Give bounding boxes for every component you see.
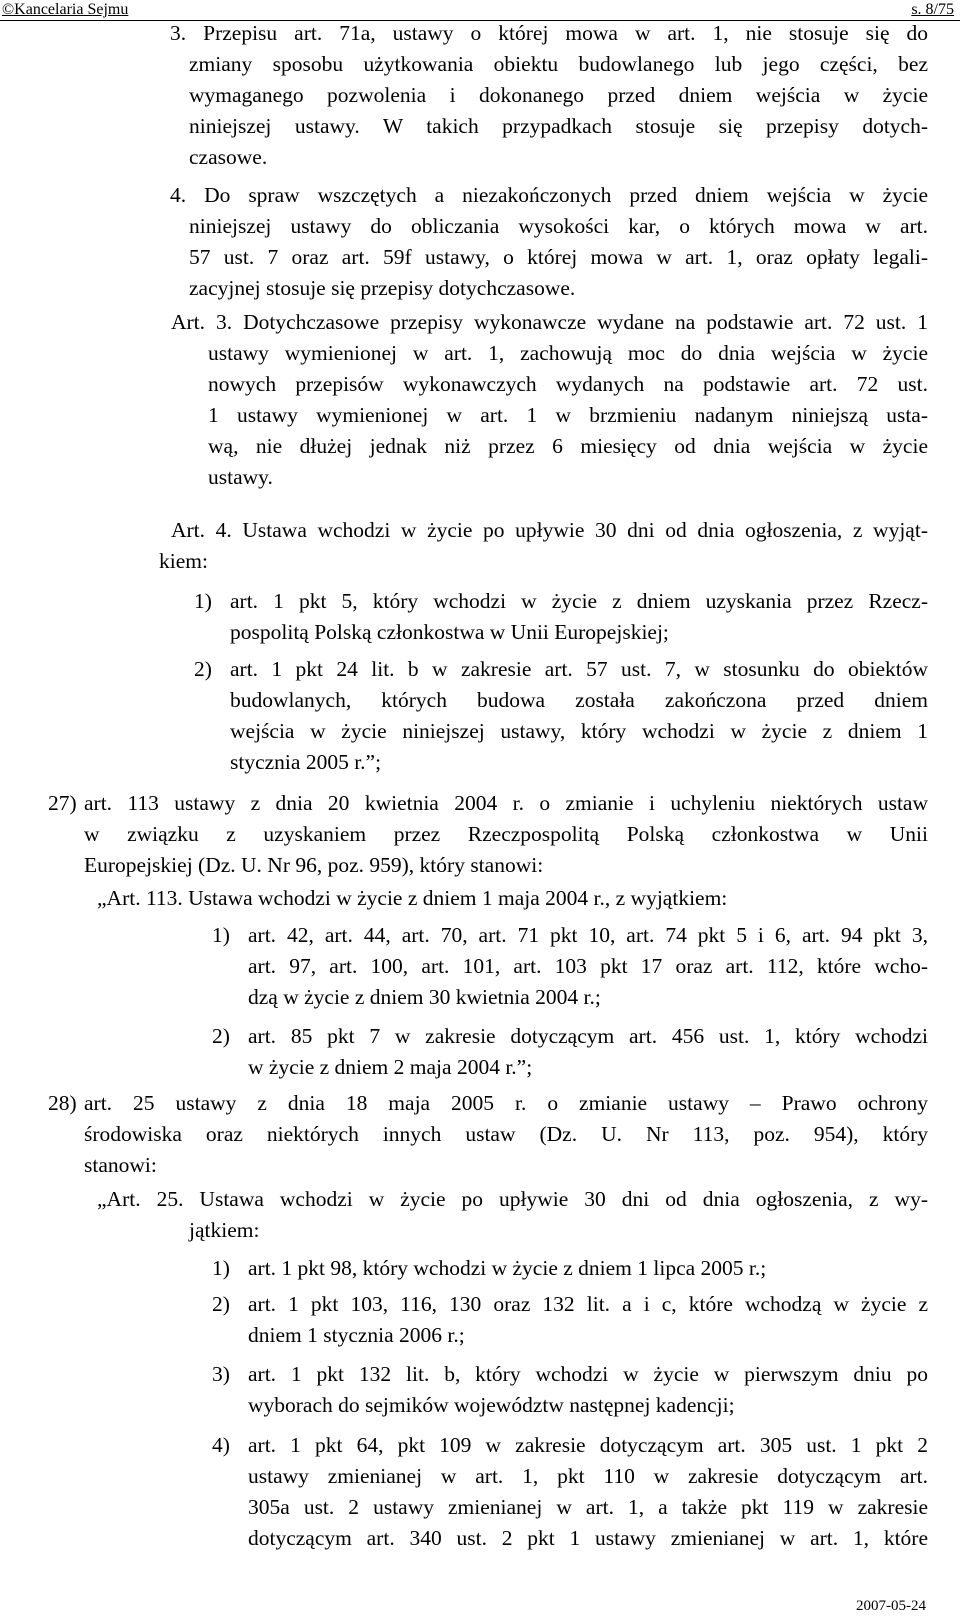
text-line: kiem: xyxy=(159,549,208,573)
text-line: jątkiem: xyxy=(189,1218,260,1242)
list-item xyxy=(248,1021,928,1083)
text-line: art. 1 pkt 64, pkt 109 w zakresie dotyczącym art. 305 ust. 1 pkt 2 xyxy=(248,1433,928,1457)
publisher-label: ©Kancelaria Sejmu xyxy=(2,1,129,18)
list-number: 1) xyxy=(194,589,212,613)
text-line: 1 ustawy wymienionej w art. 1 w brzmieniu nadanym niniejszą usta- xyxy=(208,403,928,427)
text-line: Europejskiej (Dz. U. Nr 96, poz. 959), który stanowi: xyxy=(84,853,544,877)
text-line: art. 85 pkt 7 w zakresie dotyczącym art. 456 ust. 1, który wchodzi xyxy=(248,1024,928,1048)
text-line: Art. 4. Ustawa wchodzi w życie po upływie 30 dni od dnia ogłoszenia, z wyjąt- xyxy=(171,518,928,542)
footer-date: 2007-05-24 xyxy=(856,1598,926,1614)
list-number: 2) xyxy=(212,1024,230,1048)
list-item xyxy=(84,788,928,881)
paragraph-art-3 xyxy=(171,307,928,338)
list-item xyxy=(248,920,928,1013)
list-item xyxy=(84,1088,928,1181)
text-line: art. 113 ustawy z dnia 20 kwietnia 2004 r. o zmianie i uchyleniu niektórych ustaw xyxy=(84,791,928,815)
text-line: wą, nie dłużej jednak niż przez 6 miesięcy od dnia wejścia w życie xyxy=(208,434,928,458)
paragraph-art-4-cont xyxy=(159,546,928,577)
paragraph-art-4 xyxy=(171,515,928,546)
text-line: czasowe. xyxy=(189,145,268,169)
text-line: 3. Przepisu art. 71a, ustawy o której mowa w art. 1, nie stosuje się do xyxy=(170,21,928,45)
list-item xyxy=(248,1359,928,1421)
text-line: w związku z uzyskaniem przez Rzeczpospolitą Polską członkostwa w Unii xyxy=(84,822,928,846)
list-number: 2) xyxy=(194,657,212,681)
text-line: art. 1 pkt 132 lit. b, który wchodzi w życie w pierwszym dniu po xyxy=(248,1362,928,1386)
text-line: niniejszej ustawy do obliczania wysokości kar, o których mowa w art. xyxy=(189,214,928,238)
text-line: 57 ust. 7 oraz art. 59f ustawy, o której mowa w art. 1, oraz opłaty legali- xyxy=(189,245,928,269)
text-line: dotyczącym art. 340 ust. 2 pkt 1 ustawy zmienianej w art. 1, które xyxy=(248,1526,928,1550)
paragraph-ust-3-cont xyxy=(189,49,928,173)
text-line: zmiany sposobu użytkowania obiektu budowlanego lub jego części, bez xyxy=(189,52,928,76)
text-line: niniejszej ustawy. W takich przypadkach stosuje się przepisy dotych- xyxy=(189,114,928,138)
text-line: nowych przepisów wykonawczych wydanych na podstawie art. 72 ust. xyxy=(208,372,928,396)
text-line: dniem 1 stycznia 2006 r.; xyxy=(248,1323,465,1347)
list-number: 4) xyxy=(212,1433,230,1457)
list-number: 1) xyxy=(212,1256,230,1280)
text-line: 4. Do spraw wszczętych a niezakończonych przed dniem wejścia w życie xyxy=(170,183,928,207)
quoted-article xyxy=(97,883,928,914)
text-line: art. 1 pkt 103, 116, 130 oraz 132 lit. a i c, które wchodzą w życie z xyxy=(248,1292,928,1316)
text-line: wejścia w życie niniejszej ustawy, który wchodzi w życie z dniem 1 xyxy=(230,719,928,743)
text-line: ustawy zmienianej w art. 1, pkt 110 w zakresie dotyczącym art. xyxy=(248,1464,928,1488)
quoted-article xyxy=(97,1184,928,1215)
text-line: art. 97, art. 100, art. 101, art. 103 pkt 17 oraz art. 112, które wcho- xyxy=(248,954,928,978)
text-line: 305a ust. 2 ustawy zmienianej w art. 1, a także pkt 119 w zakresie xyxy=(248,1495,928,1519)
paragraph-art-3-cont xyxy=(208,338,928,493)
quoted-article-cont xyxy=(189,1215,928,1246)
text-line: dzą w życie z dniem 30 kwietnia 2004 r.; xyxy=(248,985,601,1009)
text-line: art. 1 pkt 98, który wchodzi w życie z dniem 1 lipca 2005 r.; xyxy=(248,1256,767,1280)
list-item xyxy=(248,1253,928,1284)
text-line: art. 1 pkt 24 lit. b w zakresie art. 57 ust. 7, w stosunku do obiektów xyxy=(230,657,928,681)
text-line: w życie z dniem 2 maja 2004 r.”; xyxy=(248,1055,533,1079)
text-line: stanowi: xyxy=(84,1153,157,1177)
list-number: 27) xyxy=(48,791,77,815)
list-number: 2) xyxy=(212,1292,230,1316)
list-item xyxy=(230,586,928,648)
list-item xyxy=(248,1430,928,1554)
text-line: art. 25 ustawy z dnia 18 maja 2005 r. o zmianie ustawy – Prawo ochrony xyxy=(84,1091,928,1115)
text-line: Art. 3. Dotychczasowe przepisy wykonawcze wydane na podstawie art. 72 ust. 1 xyxy=(171,310,928,334)
paragraph-ust-4 xyxy=(170,180,928,211)
text-line: „Art. 25. Ustawa wchodzi w życie po upływie 30 dni od dnia ogłoszenia, z wy- xyxy=(97,1187,928,1211)
text-line: środowiska oraz niektórych innych ustaw (Dz. U. Nr 113, poz. 954), który xyxy=(84,1122,928,1146)
text-line: wymaganego pozwolenia i dokonanego przed dniem wejścia w życie xyxy=(189,83,928,107)
text-line: art. 42, art. 44, art. 70, art. 71 pkt 10, art. 74 pkt 5 i 6, art. 94 pkt 3, xyxy=(248,923,928,947)
text-line: zacyjnej stosuje się przepisy dotychczasowe. xyxy=(189,276,576,300)
text-line: ustawy. xyxy=(208,465,273,489)
text-line: pospolitą Polską członkostwa w Unii Europejskiej; xyxy=(230,620,669,644)
paragraph-ust-3 xyxy=(170,18,928,49)
text-line: wyborach do sejmików województw następnej kadencji; xyxy=(248,1393,735,1417)
paragraph-ust-4-cont xyxy=(189,211,928,304)
text-line: budowlanych, których budowa została zakończona przed dniem xyxy=(230,688,928,712)
text-line: art. 1 pkt 5, który wchodzi w życie z dniem uzyskania przez Rzecz- xyxy=(230,589,928,613)
text-line: „Art. 113. Ustawa wchodzi w życie z dniem 1 maja 2004 r., z wyjątkiem: xyxy=(97,886,728,910)
list-item xyxy=(230,654,928,778)
list-number: 3) xyxy=(212,1362,230,1386)
list-number: 28) xyxy=(48,1091,77,1115)
list-item xyxy=(248,1289,928,1351)
list-number: 1) xyxy=(212,923,230,947)
page-number: s. 8/75 xyxy=(911,1,954,18)
text-line: stycznia 2005 r.”; xyxy=(230,750,382,774)
text-line: ustawy wymienionej w art. 1, zachowują moc do dnia wejścia w życie xyxy=(208,341,928,365)
